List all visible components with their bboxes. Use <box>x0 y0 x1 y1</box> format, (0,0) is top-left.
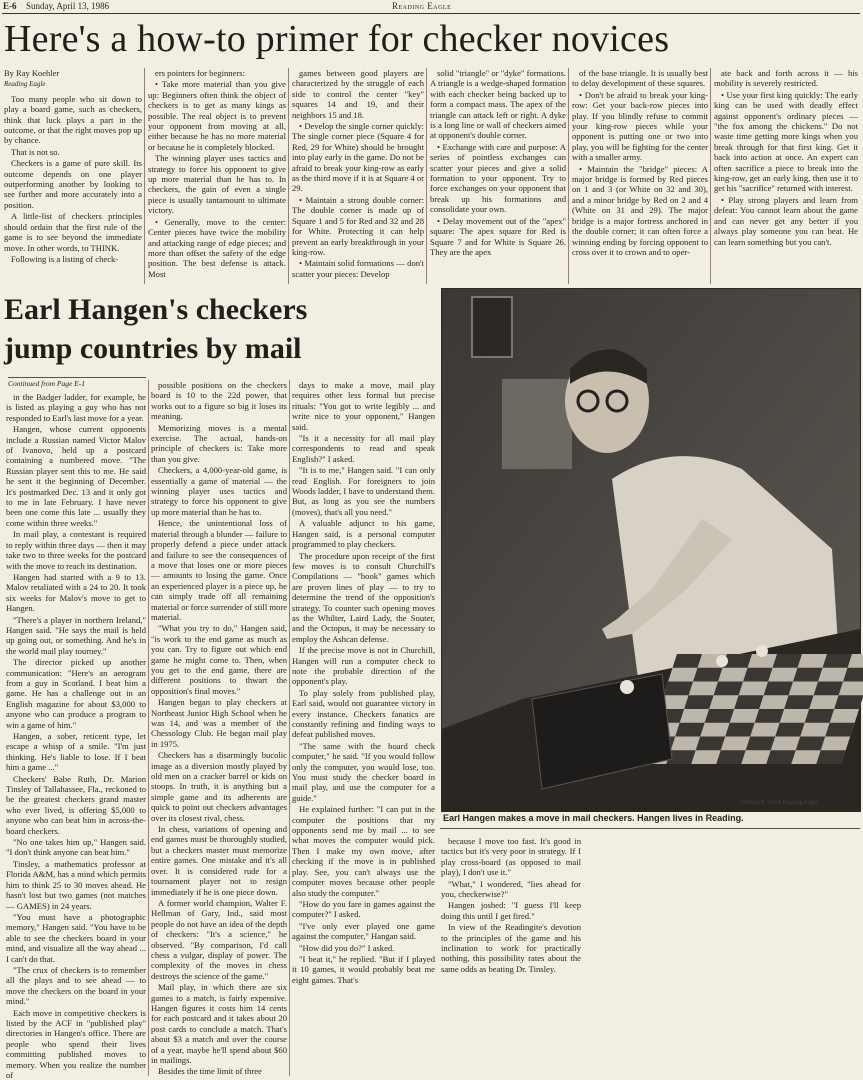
paragraph: Hence, the unintentional loss of material through a blunder — failure to properly defend a piece under attack and failure to see the consequences of a move that loses one or more pieces — amounts to losing the game. Once an experienced player is a piece up, he can simply trade off all remaining material or force surrender of still more material. <box>151 518 288 622</box>
paragraph: "How did you do?" I asked. <box>299 942 395 953</box>
paragraph: • Play strong players and learn from defeat: You cannot learn about the game and can never get any better if you always play someone you can beat. He can learn something but you can't. <box>714 194 858 247</box>
paragraph: possible positions on the checkers board is 10 to the 22d power, that works out to a figure so big it loses its meaning. <box>151 380 287 422</box>
paragraph: • Maintain the "bridge" pieces: A major bridge is formed by Red pieces on 1 and 3 (or White on 32 and 30), and a minor bridge by Red on 2 and 4 (White on 31 and 29). The major bridge is a major fortress anchored in the double corner; it can often force a winning ending by forcing opponent to cross over it to crown and to oper- <box>572 163 708 257</box>
hangen-column-1 <box>6 392 146 1080</box>
primer-column-1 <box>4 68 142 284</box>
paragraph: • Don't be afraid to break your king-row: Get your back-row pieces into play. If you blindly refuse to commit your king-row pieces while your opponent is putting one or two into play, you will be fighting for the center with a smaller army. <box>572 89 708 163</box>
newspaper-name: Reading Eagle <box>392 1 452 11</box>
primer-headline: Here's a how-to primer for checker novices <box>4 18 670 60</box>
paragraph: That is not so. <box>11 146 60 157</box>
paragraph: Too many people who sit down to play a board game, such as checkers, think that luck plays a part in the outcome, or that the right moves pop up by chance. <box>4 93 142 146</box>
paragraph: "It is to me," Hangen said. "I can only read English. For foreigners to join Woods ladder, I have to understand them. But, as long as you see the numbers (moves), that's all you need." <box>292 465 435 517</box>
paragraph: • Maintain solid formations — don't scatter your pieces: Develop <box>292 258 424 279</box>
paragraph: Hangen began to play checkers at Northeast Junior High School when he was 14, and was a member of the Chessology Club. He began mail play in 1975. <box>151 697 287 749</box>
paragraph: games between good players are characterized by the struggle of each side to control the center "key" squares 14 and 19, and their neighbors 15 and 18. <box>292 68 424 120</box>
column-rule <box>288 68 289 284</box>
continued-rule <box>8 377 146 378</box>
paragraph: • Delay movement out of the "apex" square: The apex square for Red is Square 7 and for White is Square 26. They are the apex <box>430 215 566 257</box>
paragraph: Hangen joshed: "I guess I'll keep doing this until I get fired." <box>441 900 581 921</box>
paragraph: In chess, variations of opening and end games must be thoroughly studied, but a checkers master must memorize entire games. One mistake and it's all over. It is considered rude for a tournament player not to resign immediately if he is one piece down. <box>151 824 287 897</box>
hangen-column-4 <box>441 836 581 974</box>
photo-caption: Earl Hangen makes a move in mail checkers. Hangen lives in Reading. <box>443 813 744 823</box>
paragraph: Hangen had started with a 9 to 13. Malov retaliated with a 24 to 20. It took six weeks for Malov's move to get to Hangen. <box>6 571 146 614</box>
paragraph: Checkers is a game of pure skill. Its outcome depends on one player outperforming another by looking to see further and more accurately into a position. <box>4 158 142 210</box>
paragraph: because I move too fast. It's good in tactics but it's very poor in strategy. If I play cross-board (as opposed to mail play), I don't use it." <box>441 836 581 878</box>
paragraph: Hangen, whose current opponents include a Russian named Victor Malov of Ivanovo, held up a postcard containing a numbered move. "The Russian player sent this to me. He said he sent it the beginning of December. It's postmarked Dec. 13 and it only got to me in late February. I have never been one come this late ... usually they come within three weeks." <box>6 424 146 528</box>
continued-from: Continued from Page E-1 <box>8 379 86 388</box>
paragraph: • Use your first king quickly: The early king can be used with deadly effect against opponent's ordinary pieces — "the fox among the chickens." Do not waste time getting more kings when you break through for that first king. Get it back into action at once. An expert can often sacrifice a piece to break into the king-row, get an early king, then use it to get his "sacrifice" returned with interest. <box>714 89 858 194</box>
column-rule <box>710 68 711 284</box>
photo-credit: Clifford R. Yeich Reading Eagle <box>740 800 818 806</box>
paragraph: Mail play, in which there are six games to a match, is fairly expensive. Hangen figures it costs him 14 cents for each postcard and it takes about 20 post cards to conclude a match. That's about $3 a match and over the course of a year, maybe he'll spend about $60 in mailings. <box>151 982 287 1065</box>
column-rule <box>144 68 145 284</box>
paragraph: If the precise move is not in Churchill, Hangen will run a computer check to note the probable direction of the opponent's play. <box>292 645 435 687</box>
paragraph: A little-list of checkers principles should ordain that the first rule of the game is to see beyond the immediate move. In other words, to THINK. <box>4 211 142 253</box>
paragraph: Checkers, a 4,000-year-old game, is essentially a game of material — the winning player uses tactics and strategy to force his opponent to give up more material than he has to. <box>151 465 287 517</box>
paragraph: Tinsley, a mathematics professor at Florida A&M, has a mind which permits him to think 25 to 30 moves ahead. He hasn't lost but two games (not matches — GAMES) in 24 years. <box>6 858 146 911</box>
hangen-column-2 <box>151 380 287 1076</box>
paragraph: solid "triangle" or "dyke" formations. A triangle is a wedge-shaped formation with each checker being backed up to form a compact mass. The apex of the triangle can attack left or right. A dyke is a long line or wall of checkers aimed at opponent's double corner. <box>430 68 566 141</box>
paragraph: "I've only ever played one game against the computer," Hangan said. <box>292 920 435 942</box>
primer-column-3 <box>292 68 424 284</box>
paragraph: Checkers' Babe Ruth, Dr. Marion Tinsley of Tallahassee, Fla., reckoned to be the greatest checkers grand master who ever lived, is offering $5,000 to anyone who can beat him in across-the-board checkers. <box>6 773 146 836</box>
hangen-headline <box>4 290 434 376</box>
paragraph: A former world champion, Walter F. Hellman of Gary, Ind., said most people do not have an idea of the depth of checkers: "It's a science," he observed. "By comparison, I'd call chess a vulgar, display of power. The complexity of the moves in chess destroys the science of the game." <box>151 897 287 981</box>
primer-column-5 <box>572 68 708 284</box>
paragraph: "The crux of checkers is to remember all the plays and to see ahead — to move the checkers on the board in your mind." <box>6 964 146 1007</box>
column-rule <box>148 380 149 1076</box>
paragraph: days to make a move, mail play requires other less formal but precise rituals: "You got to write legibly ... and write nice to your opponent," Hangen said. <box>292 380 435 432</box>
photo-illustration <box>442 289 860 811</box>
hangen-headline-line2: jump countries by mail <box>4 332 302 365</box>
paragraph: Checkers has a disarmingly bucolic image as a diversion mostly played by old men on a cracker barrel or kids on stoops. In truth, it is anything but a simple game and its adherents are quick to point out checkers advantages over its closest rival, chess. <box>151 750 287 823</box>
paragraph: • Develop the single corner quickly: The single corner piece (Square 4 for Red, 29 for White) should be brought into play early in the game. Do not be afraid to break your king-row as early as the third move if it is at Square 4 or 29. <box>292 121 424 194</box>
paragraph: "You must have a photographic memory," Hangen said. "You have to be able to see the checkers board in your mind, and visualize all the way ahead ... I can't do that. <box>6 911 146 964</box>
paragraph: Memorizing moves is a mental exercise. The actual, hands-on principle of checkers is: Take more than you give. <box>151 422 287 464</box>
paragraph: ers pointers for beginners: <box>155 68 245 78</box>
paragraph: "There's a player in northern Ireland," Hangen said. "He says the mail is held up going out, or something. And he's in the world mail play tourney." <box>6 614 146 656</box>
paragraph: He explained further: "I can put in the computer the positions that my opponents send me by mail ... to see what moves the computer would pick. Then I make my own move, after checking if the move is in published play. See, you can't always use the computer moves because other people also study the computer." <box>292 804 435 898</box>
primer-column-4 <box>430 68 566 284</box>
paragraph: Besides the time limit of three <box>158 1066 262 1077</box>
primer-column-2 <box>148 68 286 284</box>
byline-org: Reading Eagle <box>4 80 46 89</box>
paragraph: "What you try to do," Hangen said, "is work to the end game as much as you can. Try to figure out which end game he might come to. Then, when you get to the end game, there are different positions to thwart the opposition's final moves." <box>151 623 287 696</box>
primer-col1-body <box>4 94 142 265</box>
page-number: E-6 <box>3 1 17 11</box>
paragraph: The winning player uses tactics and strategy to force his opponent to give up more material than he has to. In checkers, the gain of even a single piece is usually tantamount to ultimate victory. <box>148 153 286 216</box>
paragraph: in the Badger ladder, for example, he is listed as playing a guy who has not responded to Earl's last move for a year. <box>6 392 146 423</box>
column-rule <box>289 380 290 1076</box>
paragraph: The procedure upon receipt of the first few moves is to consult Churchill's Compilations — "book" games which are proven lines of play — to try to determine the trend of the opposition's strategy. To counter such opening moves as the Whilter, Laird Lady, the Souter, and the Octopus, it may be necessary to employ the Ashcan defense. <box>292 550 435 644</box>
byline: By Ray Koehler <box>4 68 60 78</box>
paragraph: Each move in competitive checkers is listed by the ACF in "published play" directories in Hangen's office. There are people who spend their lives committing published moves to memory. When you realize the number of <box>6 1007 146 1080</box>
hangen-headline-line1: Earl Hangen's checkers <box>4 293 308 326</box>
masthead <box>0 0 863 14</box>
hangen-column-3 <box>292 380 435 1076</box>
column-rule <box>568 68 569 284</box>
paragraph: "Is it a necessity for all mail play correspondents to read and speak English?" I asked. <box>292 433 435 464</box>
paragraph: A valuable adjunct to his game, Hangen said, is a personal computer programmed to play checkers. <box>292 518 435 550</box>
paragraph: Following is a listing of check- <box>11 253 119 264</box>
paragraph: In mail play, a contestant is required to reply within three days — then it may take two to three weeks for the postcard with the move to reach its destination. <box>6 529 146 571</box>
paragraph: "The same with the board check computer," he said. "If you would follow only the computer, you would lose, too. You must study the checker board in mail play, and use the computer for a guide." <box>292 740 435 803</box>
paragraph: The director picked up another communication: "Here's an aerogram from a guy in Scotland. I beat him a game. He has a challenge out in an English magazine for about $3,000 to anyone who can produce a program to win a game of him." <box>6 657 146 730</box>
paragraph: "No one takes him up," Hangen said. "I don't think anyone can beat him." <box>6 837 146 858</box>
column-rule <box>426 68 427 284</box>
paragraph: • Exchange with care and purpose: A series of pointless exchanges can scatter your pieces and give a solid formation to your opponent. Try to force exchanges on your opponent that break up his formations and consolidate your own. <box>430 141 566 215</box>
hangen-photo <box>441 288 861 812</box>
paragraph: • Generally, move to the center: Center pieces have twice the mobility and attacking range of edge pieces; and more than offset the safety of the edge position. The best defense is attack. Most <box>148 216 286 279</box>
paragraph: "What," I wondered, "lies ahead for you, checkerwise?" <box>441 878 581 900</box>
paragraph: • Take more material than you give up: Beginners often think the object of checkers is to get as many kings as possible. The real object is to prevent your opponent from moving at all, either because he has no more material or because he is completely blocked. <box>148 79 286 152</box>
paragraph: To play solely from published play, Earl said, would not guarantee victory in every instance. Checkers fanatics are constantly refining and finding ways to defeat published moves. <box>292 687 435 740</box>
paragraph: "I beat it," he replied. "But if I played it 10 games, it would probably beat me eight games. That's <box>292 953 435 985</box>
paragraph: "How do you fare in games against the computer?" I asked. <box>292 898 435 920</box>
primer-column-6 <box>714 68 858 284</box>
caption-rule <box>440 828 860 829</box>
paragraph: Hangen, a sober, reticent type, let escape a whisp of a smile. "I'm just thinking. He's liable to lose. If I beat him a game ..." <box>6 731 146 773</box>
issue-date: Sunday, April 13, 1986 <box>26 1 110 11</box>
paragraph: • Maintain a strong double corner: The double corner is made up of Square 1 and 5 for Red and 32 and 28 for White. Protecting it can help prevent an early breakthrough in your king-row. <box>292 194 424 257</box>
paragraph: of the base triangle. It is usually best to delay development of these squares. <box>572 68 708 89</box>
paragraph: ate back and forth across it — his mobility is severely restricted. <box>714 68 858 89</box>
paragraph: In view of the Readingite's devotion to the principles of the game and his inclination to work for practically nothing, this possibility rates about the same odds as beating Dr. Tinsley. <box>441 922 581 974</box>
